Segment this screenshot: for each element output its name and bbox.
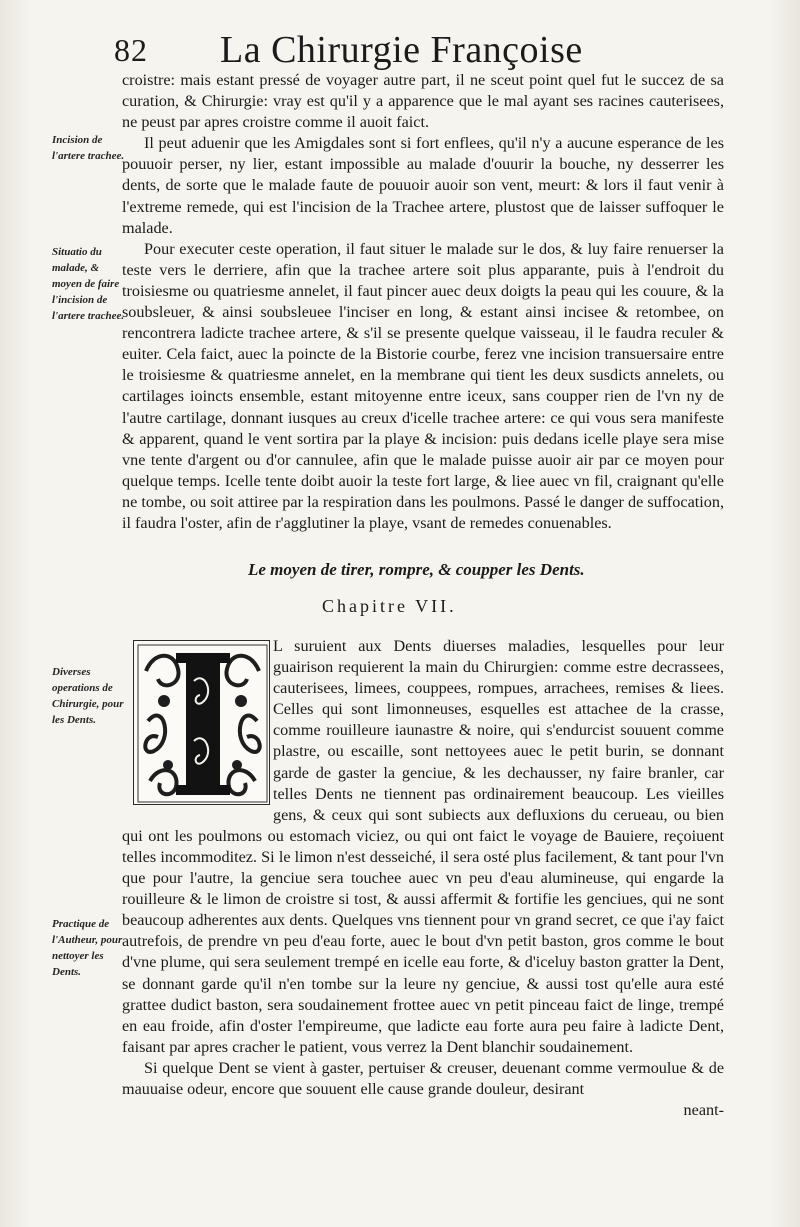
section-title: Le moyen de tirer, rompre, & coupper les Dents. (248, 560, 585, 579)
chapter-paragraph-2: Si quelque Dent se vient à gaster, pertuiser & creuser, deuenant comme vermoulue & de mauuaise odeur, encore que souuent elle cause grande douleur, desirant (122, 1058, 724, 1098)
decorated-initial-I (133, 640, 270, 805)
ornament-icon (134, 641, 271, 806)
page-number: 82 (114, 32, 148, 68)
catchword: neant- (683, 1101, 724, 1120)
chapter-paragraph-1: L suruient aux Dents diuerses maladies, lesquelles pour leur guairison requierent la main du Chirurgien: comme estre decrassees, cauterisees, limees, couppees, rompues, arrachees, remises & liees. Celles qui sont limonneuses, esquelles est attachee de la crasse, comme rouilleure iaunastre & noire, qui s'endurcist souuent comme plastre, ou escaille, sont nettoyees auec le petit burin, se donnant garde de gaster la genciue, & les dechausser, ny faire branler, car telles Dents ne tiennent pas ordinairement beaucoup. Les vieilles gens, & ceux qui sont subiects aux defluxions du cerueau, ou bien qui ont les poulmons ou estomach viciez, ou qui ont faict le voyage de Bauiere, reçoiuent telles incommoditez. Si le limon n'est desseiché, il sera osté plus facilement, & tant pour l'vn que pour l'autre, la genciue sera touchee auec vn peu d'eau alumineuse, qui engarde la rouilleure & le limon de croistre si tost, & aussi affermit & fortifie les genciues, qui ne sont beaucoup adherentes aux dents. Quelques vns tiennent pour vn grand secret, ce que i'ay faict autrefois, de prendre vn peu d'eau forte, auec le bout d'vn petit baston, gros comme le bout d'vne plume, qui sera seulement trempé en icelle eau forte, & d'iceluy baston gratter la Dent, se donnant garde qu'il n'en tombe sur la leure ny genciue, & aussi tost qu'elle aura esté grattee dudict baston, sera soudainement frottee auec vn petit pinceau faict de linge, trempé en eau froide, afin d'oster l'empireume, que ladicte eau forte aura peu faire à ladicte Dent, faisant par apres cracher le patient, vous verrez la Dent blanchir soudainement. (122, 637, 724, 1056)
margin-note-situation: Situatio du malade, & moyen de faire l'incision de l'artere trachee. (52, 246, 125, 322)
body-text (122, 70, 724, 534)
margin-note-incision: Incision de l'artere trachee. (52, 134, 125, 162)
paragraph-2: Il peut aduenir que les Amigdales sont si fort enflees, qu'il n'y a aucune esperance de les pouuoir perser, ny lier, estant impossible au malade d'ouurir la bouche, ny desserrer les dents, de sorte que le malade faute de pouuoir auoir son vent, meurt: & lors il faut venir à l'extreme remede, qui est l'incision de la Trachee artere, plustost que de laisser suffoquer le malade. (122, 134, 724, 237)
margin-note-practique: Practique de l'Autheur, pour nettoyer les Dents. (52, 918, 123, 978)
paragraph-1: croistre: mais estant pressé de voyager autre part, il ne sceut point quel fut le succez de sa curation, & Chirurgie: vray est qu'il y a apparence que le mal ayant ses racines cauterisees, ne peust par apres croistre comme il auoit faict. (122, 71, 724, 132)
running-title: La Chirurgie Françoise (220, 29, 583, 71)
page-header (100, 28, 740, 72)
paragraph-3: Pour executer ceste operation, il faut situer le malade sur le dos, & luy faire renuerser la teste vers le derriere, afin que la trachee artere soit plus apparante, puis à l'endroit du troisiesme ou quatriesme annelet, il faut pincer auec deux doigts la peau qui les couure, & la soubsleuer, & ainsi soubsleuee l'inciser en long, & estant ainsi incisee & retombee, on rencontrera ladicte trachee artere, & s'il se presente quelque vaisseau, il le faudra reculer & euiter. Cela faict, auec la poincte de la Bistorie courbe, ferez vne incision transuersaire entre le troisiesme & quatriesme annelet, en la membrane qui tient les deux susdicts annelets, ou cartilages ioincts ensemble, estant mitoyenne entre iceux, sans coupper rien de l'vn ny de l'autre cartilage, donnant iusques au creux d'icelle trachee artere: ce qui vous sera manifeste & apparent, quand le vent sortira par la playe & incision: puis dedans icelle playe sera mise vne tente d'argent ou d'or cannulee, afin que le malade puisse auoir air par ce moyen pour quelque temps. Icelle tente doibt auoir la teste fort large, & liee auec vn fil, craignant qu'elle ne tombe, ou soit attiree par la respiration dans les poulmons. Passé le danger de suffocation, il faudra l'oster, afin de r'agglutiner la playe, vsant de remedes conuenables. (122, 239, 724, 532)
chapter-title: Chapitre VII. (322, 596, 457, 616)
margin-note-diverses: Diverses operations de Chirurgie, pour les Dents. (52, 666, 124, 726)
